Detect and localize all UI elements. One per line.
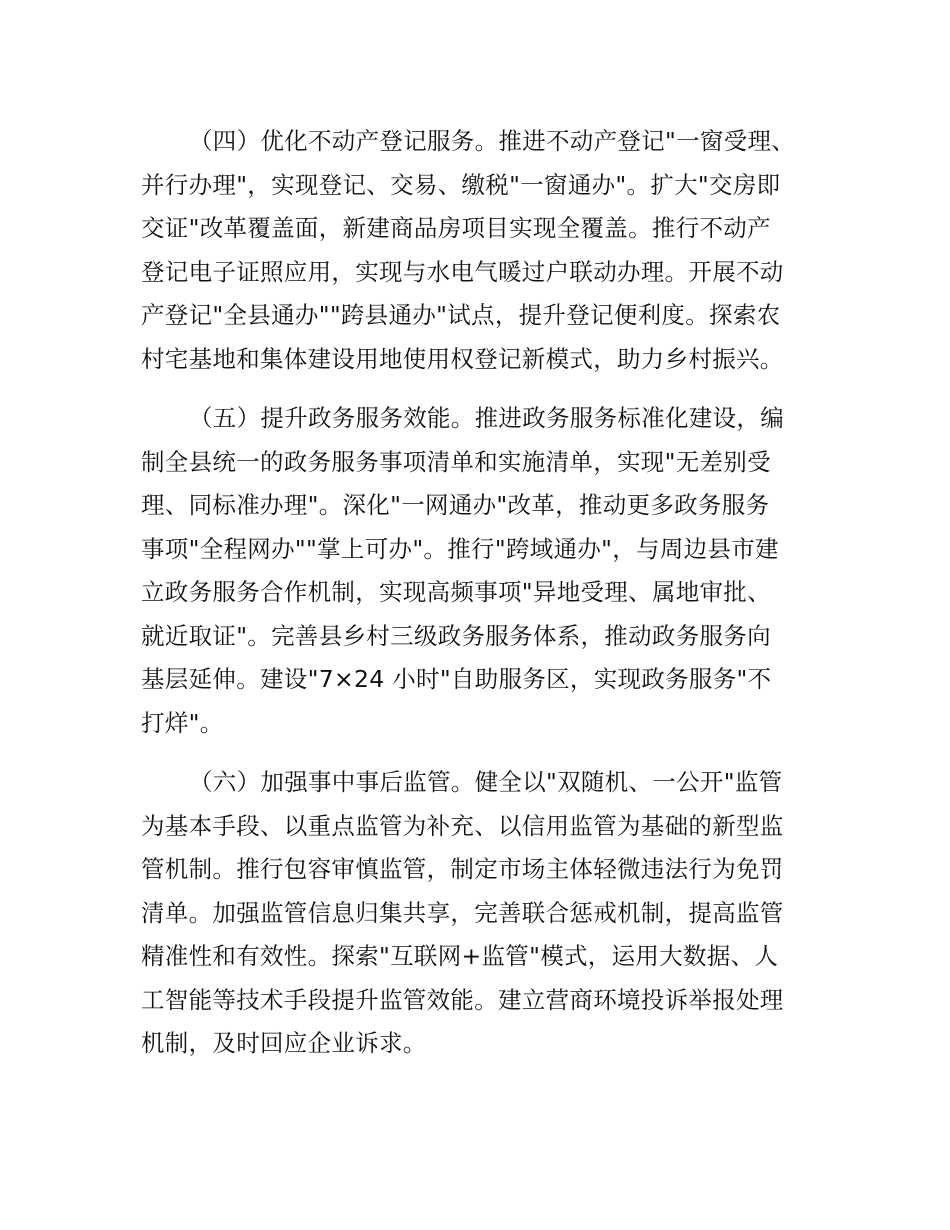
paragraph-line: 为基本手段、以重点监管为补充、以信用监管为基础的新型监: [141, 811, 784, 840]
paragraph-line: 理、同标准办理"。深化"一网通办"改革，推动更多政务服务: [141, 491, 770, 519]
paragraph-line: 并行办理"，实现登记、交易、缴税"一窗通办"。扩大"交房即: [141, 170, 781, 199]
paragraph-government-services: [141, 397, 831, 745]
paragraph-line: 精准性和有效性。探索"互联网+监管"模式，运用大数据、人: [141, 942, 779, 970]
paragraph-line: 管机制。推行包容审慎监管，制定市场主体轻微违法行为免罚: [141, 855, 784, 883]
paragraph-line: （四）优化不动产登记服务。推进不动产登记"一窗受理、: [189, 127, 796, 155]
paragraph-line: 事项"全程网办""掌上可办"。推行"跨域通办"，与周边县市建: [141, 534, 779, 563]
paragraph-line: 清单。加强监管信息归集共享，完善联合惩戒机制，提高监管: [141, 898, 784, 927]
paragraph-line: 村宅基地和集体建设用地使用权登记新模式，助力乡村振兴。: [141, 344, 784, 373]
paragraph-line: 登记电子证照应用，实现与水电气暖过户联动办理。开展不动: [141, 257, 784, 286]
paragraph-line: 产登记"全县通办""跨县通办"试点，提升登记便利度。探索农: [141, 301, 781, 329]
paragraph-real-estate-registration: [141, 120, 831, 381]
paragraph-line: （五）提升政务服务效能。推进政务服务标准化建设，编: [189, 404, 784, 432]
paragraph-line: 制全县统一的政务服务事项清单和实施清单，实现"无差别受: [141, 447, 771, 476]
paragraph-line: （六）加强事中事后监管。健全以"双随机、一公开"监管: [189, 768, 783, 796]
paragraph-line: 基层延伸。建设"7×24 小时"自助服务区，实现政务服务"不: [141, 665, 772, 693]
paragraph-line: 交证"改革覆盖面，新建商品房项目实现全覆盖。推行不动产: [141, 214, 771, 242]
paragraph-line: 机制，及时回应企业诉求。: [141, 1029, 427, 1057]
paragraph-line: 就近取证"。完善县乡村三级政务服务体系，推动政务服务向: [141, 621, 771, 650]
paragraph-supervision: [141, 761, 831, 1066]
paragraph-line: 工智能等技术手段提升监管效能。建立营商环境投诉举报处理: [141, 985, 784, 1014]
paragraph-line: 打烊"。: [141, 708, 224, 737]
document-page: [141, 120, 831, 1082]
paragraph-line: 立政务服务合作机制，实现高频事项"异地受理、属地审批、: [141, 578, 771, 606]
